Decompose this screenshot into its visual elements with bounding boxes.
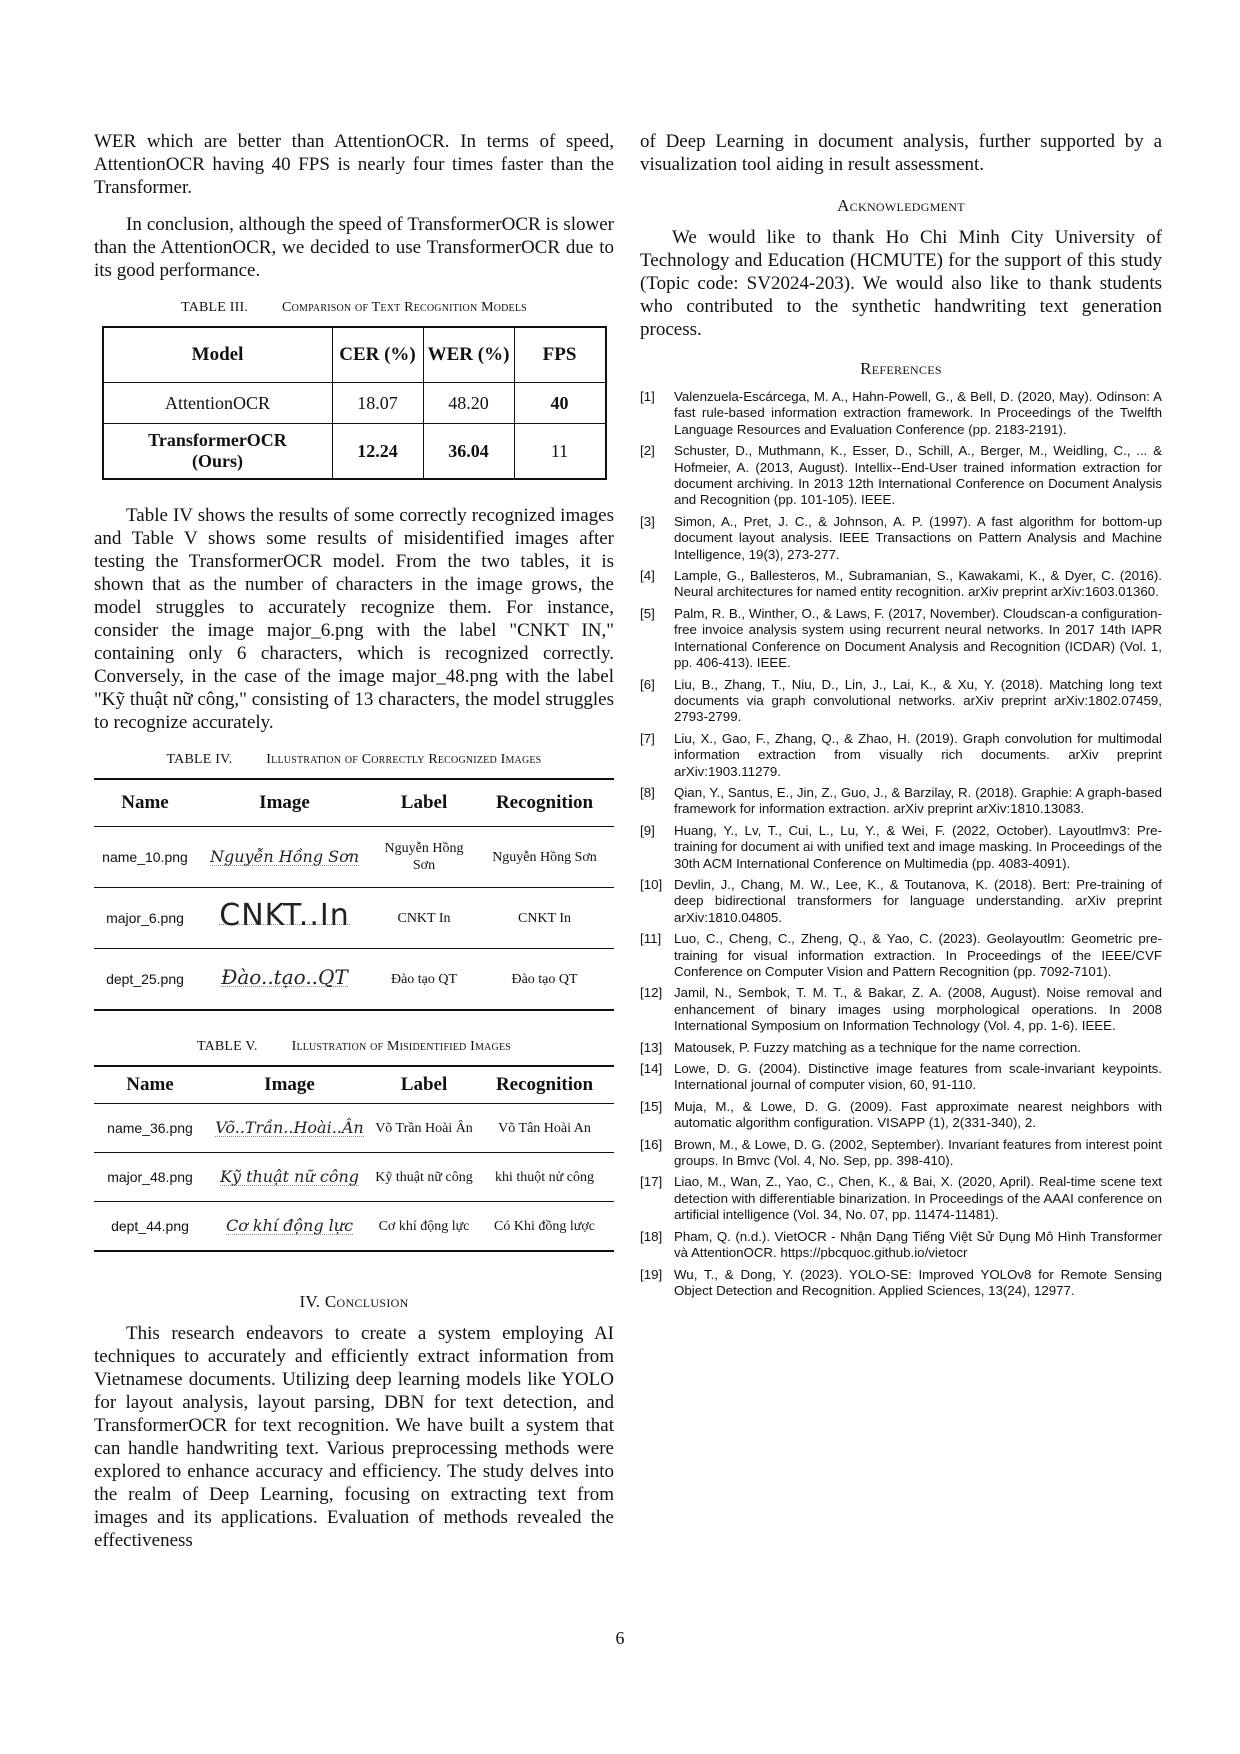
table-header-row [94, 1066, 614, 1104]
conclusion-heading: IV. Conclusion [299, 1292, 409, 1311]
reference-text: Liu, X., Gao, F., Zhang, Q., & Zhao, H. (2019). Graph convolution for multimodal information extraction from visually rich documents. arXiv preprint arXiv:1903.11279. [674, 730, 1162, 779]
paragraph-conclusion-choice: In conclusion, although the speed of TransformerOCR is slower than the AttentionOCR, we decided to use TransformerOCR due to its good performance. [94, 214, 614, 281]
reference-text: Muja, M., & Lowe, D. G. (2009). Fast approximate nearest neighbors with automatic algorithm configuration. VISAPP (1), 2(331-340), 2. [674, 1098, 1162, 1131]
table-row [94, 1153, 614, 1202]
reference-text: Brown, M., & Lowe, D. G. (2002, September). Invariant features from interest point groups. In Bmvc (Vol. 4, No. Sep, pp. 398-410). [674, 1136, 1162, 1169]
table-row [94, 827, 614, 888]
reference-text: Matousek, P. Fuzzy matching as a technique for the name correction. [674, 1039, 1081, 1055]
table-header-cell: Image [196, 779, 373, 827]
image-name: dept_25.png [106, 970, 184, 987]
image-name: name_36.png [94, 1104, 206, 1153]
table4-title: Illustration of Correctly Recognized Images [266, 752, 542, 767]
table-cell: 36.04 [423, 424, 514, 480]
correct-recognition-table [94, 778, 614, 1011]
reference-text: Valenzuela-Escárcega, M. A., Hahn-Powell, G., & Bell, D. (2020, May). Odinson: A fast rule-based information extraction framework. In Proceedings of the Twelfth Language Resources and Evaluation Conference (pp. 2183-2191). [674, 389, 1162, 437]
table-header-cell: Label [373, 1066, 475, 1104]
reference-number: [2] [640, 443, 655, 459]
handwriting-image: Cơ khí động lực [225, 1215, 354, 1235]
handwriting-image: Nguyễn Hồng Sơn [196, 827, 373, 888]
reference-text: Luo, C., Cheng, C., Zheng, Q., & Yao, C. (2023). Geolayoutlm: Geometric pre-training for visual information extraction. In Proceedings of the IEEE/CVF Conference on Computer Vision and Pattern Recognition (pp. 7092-7101). [674, 931, 1162, 979]
reference-number: [3] [640, 513, 655, 529]
reference-item [640, 389, 1162, 438]
table5-number: TABLE V. [196, 1039, 258, 1054]
reference-item [640, 1040, 1162, 1056]
table-row [94, 1104, 614, 1153]
table-header-cell: Name [94, 779, 196, 827]
reference-item [640, 1061, 1162, 1094]
reference-item [640, 1229, 1162, 1262]
table-row [103, 383, 606, 424]
table-header-cell: WER (%) [423, 327, 514, 383]
image-name: dept_44.png [111, 1217, 189, 1234]
label-cell: CNKT In [373, 888, 475, 949]
recognition-cell: khi thuột nử công [475, 1153, 614, 1202]
reference-number: [19] [640, 1266, 663, 1282]
comparison-table [102, 326, 607, 480]
reference-item [640, 931, 1162, 980]
recognition-cell: Đào tạo QT [511, 971, 578, 987]
table5-title: Illustration of Misidentified Images [291, 1039, 512, 1054]
recognition-cell: Võ Tân Hoài An [475, 1104, 614, 1153]
reference-text: Huang, Y., Lv, T., Cui, L., Lu, Y., & Wei, F. (2022, October). Layoutlmv3: Pre-training for document ai with unified text and image masking. In Proceedings of the 30th ACM International Conference on Multimedia (pp. 4083-4091). [674, 822, 1162, 871]
table-cell: 48.20 [423, 383, 514, 424]
table-row [94, 949, 614, 1011]
table4-caption [94, 752, 614, 768]
table-header-row [103, 327, 606, 383]
page-number: 6 [615, 1628, 625, 1648]
table3-caption [94, 300, 614, 316]
table-header-cell: FPS [514, 327, 606, 383]
reference-number: [18] [640, 1228, 663, 1244]
recognition-cell: Nguyễn Hồng Sơn [475, 827, 614, 888]
reference-text: Simon, A., Pret, J. C., & Johnson, A. P. (1997). A fast algorithm for bottom-up document layout analysis. IEEE Transactions on Pattern Analysis and Machine Intelligence, 19(3), 273-277. [674, 513, 1162, 562]
reference-text: Jamil, N., Sembok, T. M. T., & Bakar, Z. A. (2008, August). Noise removal and enhancement of binary images using morphological operations. In 2008 International Symposium on Information Technology (Vol. 4, pp. 1-6). IEEE. [674, 985, 1162, 1034]
paragraph-continuation: of Deep Learning in document analysis, further supported by a visualization tool aiding in result assessment. [640, 131, 1162, 175]
reference-number: [8] [640, 784, 655, 800]
handwriting-image: CNKT..In [196, 888, 373, 949]
reference-item [640, 985, 1162, 1034]
acknowledgment-text: We would like to thank Ho Chi Minh City University of Technology and Education (HCMUTE) for the support of this study (Topic code: SV2024-203). We would also like to thank students who contributed to the synthetic handwriting text generation process. [640, 227, 1162, 340]
misidentified-table [94, 1065, 614, 1252]
table5-caption [94, 1039, 614, 1055]
paragraph-table-results: Table IV shows the results of some correctly recognized images and Table V shows some results of misidentified images after testing the TransformerOCR model. From the two tables, it is shown that as the number of characters in the image grows, the model struggles to accurately recognize them. For instance, consider the image major_6.png with the label "CNKT IN," containing only 6 characters, which is recognized correctly. Conversely, in the case of the image major_48.png with the label "Kỹ thuật nữ công," consisting of 13 characters, the model struggles to recognize accurately. [94, 505, 614, 733]
table-header-cell: Recognition [475, 1066, 614, 1104]
reference-text: Lample, G., Ballesteros, M., Subramanian, S., Kawakami, K., & Dyer, C. (2016). Neural architectures for named entity recognition. arXiv preprint arXiv:1603.01360. [674, 568, 1162, 600]
image-name: name_10.png [94, 827, 196, 888]
reference-item [640, 1099, 1162, 1132]
references-heading: References [860, 359, 942, 378]
reference-number: [16] [640, 1136, 663, 1152]
label-cell: Nguyễn Hồng Sơn [373, 827, 475, 888]
reference-item [640, 677, 1162, 726]
table-cell: 18.07 [332, 383, 423, 424]
reference-number: [14] [640, 1061, 663, 1077]
reference-item [640, 1137, 1162, 1170]
handwriting-image: Võ..Trần..Hoài..Ân [206, 1104, 373, 1153]
label-cell: Cơ khí động lực [378, 1218, 470, 1234]
reference-number: [7] [640, 730, 655, 746]
paragraph-wer-speed: WER which are better than AttentionOCR. In terms of speed, AttentionOCR having 40 FPS is nearly four times faster than the Transformer. [94, 131, 614, 198]
table-cell: 40 [514, 383, 606, 424]
label-cell: Võ Trần Hoài Ân [373, 1104, 475, 1153]
table-cell: 11 [514, 424, 606, 480]
handwriting-image: Đào..tạo..QT [221, 965, 348, 989]
reference-item [640, 1267, 1162, 1300]
reference-text: Schuster, D., Muthmann, K., Esser, D., Schill, A., Berger, M., Weidling, C., ... & Hofmeier, A. (2013, August). Intellix--End-User trained information extraction for document archiving. In 2013 12th International Conference on Document Analysis and Recognition (pp. 101-105). IEEE. [674, 443, 1162, 508]
right-column [640, 130, 1162, 1304]
reference-text: Devlin, J., Chang, M. W., Lee, K., & Toutanova, K. (2018). Bert: Pre-training of deep bidirectional transformers for language understanding. arXiv preprint arXiv:1810.04805. [674, 876, 1162, 925]
reference-number: [1] [640, 389, 655, 404]
paragraph-conclusion: This research endeavors to create a system employing AI techniques to accurately and efficiently extract information from Vietnamese documents. Utilizing deep learning models like YOLO for layout analysis, layout parsing, DBN for text detection, and TransformerOCR for text recognition. We have built a system that can handle handwriting text. Various preprocessing methods were explored to enhance accuracy and efficiency. The study delves into the realm of Deep Learning, focusing on extracting text from images and its applications. Evaluation of methods revealed the effectiveness [94, 1323, 614, 1551]
recognition-cell: Có Khi đồng lược [494, 1218, 595, 1234]
reference-number: [4] [640, 568, 655, 584]
table-row [103, 424, 606, 480]
reference-text: Qian, Y., Santus, E., Jin, Z., Guo, J., & Barzilay, R. (2018). Graphie: A graph-based framework for information extraction. arXiv preprint arXiv:1810.13083. [674, 784, 1162, 817]
table-cell: 12.24 [332, 424, 423, 480]
reference-number: [15] [640, 1098, 663, 1114]
reference-text: Liu, B., Zhang, T., Niu, D., Lin, J., Lai, K., & Xu, Y. (2018). Matching long text documents via graph convolutional networks. arXiv preprint arXiv:1802.07459, 2793-2799. [674, 676, 1162, 725]
table-header-cell: Model [103, 327, 333, 383]
table-row [94, 1202, 614, 1252]
reference-text: Liao, M., Wan, Z., Yao, C., Chen, K., & Bai, X. (2020, April). Real-time scene text detection with differentiable binarization. In Proceedings of the AAAI conference on artificial intelligence (Vol. 34, No. 07, pp. 11474-11481). [674, 1174, 1162, 1223]
references-list [640, 389, 1162, 1299]
table-header-cell: Recognition [475, 779, 614, 827]
reference-item [640, 1174, 1162, 1223]
reference-item [640, 877, 1162, 926]
reference-item [640, 514, 1162, 563]
reference-text: Palm, R. B., Winther, O., & Laws, F. (2017, November). Cloudscan-a configuration-free invoice analysis system using recurrent neural networks. In 2017 14th IAPR International Conference on Document Analysis and Recognition (ICDAR) (Vol. 1, pp. 406-413). IEEE. [674, 605, 1162, 671]
reference-text: Pham, Q. (n.d.). VietOCR - Nhận Dạng Tiếng Việt Sử Dụng Mô Hình Transformer và AttentionOCR. https://pbcquoc.github.io/vietocr [674, 1228, 1162, 1261]
reference-number: [11] [640, 931, 662, 947]
reference-text: Lowe, D. G. (2004). Distinctive image features from scale-invariant keypoints. International journal of computer vision, 60, 91-110. [674, 1061, 1162, 1093]
reference-number: [6] [640, 676, 655, 692]
reference-number: [9] [640, 822, 655, 838]
reference-item [640, 606, 1162, 672]
table-row [94, 888, 614, 949]
handwriting-image: Kỹ thuật nữ công [206, 1153, 373, 1202]
table-header-cell: Label [373, 779, 475, 827]
reference-item [640, 443, 1162, 509]
acknowledgment-heading: Acknowledgment [837, 196, 965, 215]
reference-number: [13] [640, 1039, 663, 1055]
table-header-cell: CER (%) [332, 327, 423, 383]
reference-number: [12] [640, 985, 663, 1001]
reference-number: [10] [640, 876, 663, 892]
left-column [94, 130, 614, 1566]
recognition-cell: CNKT In [475, 888, 614, 949]
table-header-cell: Name [94, 1066, 206, 1104]
reference-text: Wu, T., & Dong, Y. (2023). YOLO-SE: Improved YOLOv8 for Remote Sensing Object Detection and Recognition. Applied Sciences, 13(24), 12977. [674, 1266, 1162, 1298]
table-header-row [94, 779, 614, 827]
image-name: major_6.png [94, 888, 196, 949]
reference-number: [17] [640, 1174, 663, 1190]
reference-item [640, 785, 1162, 818]
table-cell: TransformerOCR (Ours) [103, 424, 333, 480]
reference-number: [5] [640, 605, 655, 621]
reference-item [640, 731, 1162, 780]
reference-item [640, 823, 1162, 872]
table4-number: TABLE IV. [166, 752, 233, 767]
label-cell: Đào tạo QT [390, 971, 458, 987]
table-header-cell: Image [206, 1066, 373, 1104]
reference-item [640, 568, 1162, 601]
table-cell: AttentionOCR [103, 383, 333, 424]
table3-title: Comparison of Text Recognition Models [282, 300, 527, 315]
image-name: major_48.png [94, 1153, 206, 1202]
table3-number: TABLE III. [181, 300, 249, 315]
label-cell: Kỹ thuật nữ công [373, 1153, 475, 1202]
